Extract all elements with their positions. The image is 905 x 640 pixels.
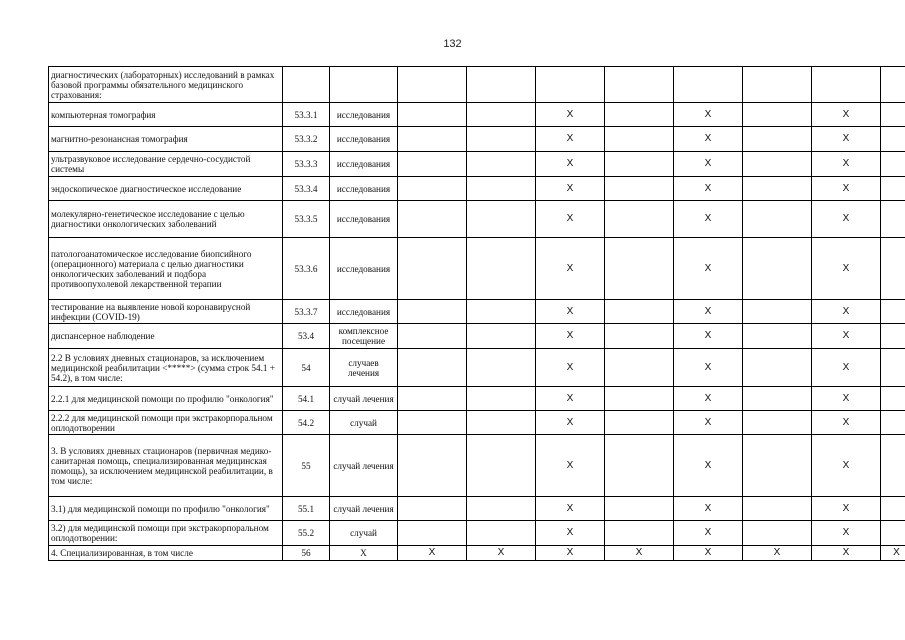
value-cell: Х <box>881 546 905 561</box>
value-cell <box>398 435 467 497</box>
row-code: 54.2 <box>283 411 330 435</box>
row-unit: исследования <box>330 300 398 324</box>
value-cell: Х <box>812 324 881 349</box>
value-cell: Х <box>674 127 743 152</box>
value-cell: Х <box>674 497 743 521</box>
row-unit: исследования <box>330 103 398 127</box>
value-cell: Х <box>536 201 605 238</box>
value-cell: Х <box>536 387 605 411</box>
row-unit <box>330 67 398 103</box>
row-code: 55.1 <box>283 497 330 521</box>
value-cell <box>467 201 536 238</box>
value-cell: Х <box>674 103 743 127</box>
value-cell <box>881 497 905 521</box>
value-cell: Х <box>812 435 881 497</box>
row-code: 54 <box>283 349 330 387</box>
value-cell <box>398 497 467 521</box>
value-cell <box>605 152 674 177</box>
table-row <box>49 127 905 152</box>
value-cell: Х <box>536 324 605 349</box>
value-cell: Х <box>674 152 743 177</box>
value-cell: Х <box>812 497 881 521</box>
value-cell <box>467 103 536 127</box>
value-cell <box>605 349 674 387</box>
row-code: 53.3.7 <box>283 300 330 324</box>
value-cell <box>605 177 674 201</box>
value-cell: Х <box>605 546 674 561</box>
value-cell <box>605 497 674 521</box>
row-description: 3.2) для медицинской помощи при экстракорпоральном оплодотворении: <box>49 521 283 546</box>
row-description: диспансерное наблюдение <box>49 324 283 349</box>
value-cell <box>398 521 467 546</box>
table-row <box>49 411 905 435</box>
value-cell <box>605 238 674 300</box>
value-cell <box>398 300 467 324</box>
table-row <box>49 67 905 103</box>
row-unit: случай лечения <box>330 387 398 411</box>
row-unit: случай лечения <box>330 497 398 521</box>
row-code: 54.1 <box>283 387 330 411</box>
row-unit: исследования <box>330 127 398 152</box>
value-cell: Х <box>536 177 605 201</box>
value-cell: Х <box>812 103 881 127</box>
row-description: эндоскопическое диагностическое исследование <box>49 177 283 201</box>
row-description: магнитно-резонансная томография <box>49 127 283 152</box>
value-cell <box>467 521 536 546</box>
row-unit: случай <box>330 521 398 546</box>
value-cell <box>743 411 812 435</box>
value-cell <box>881 521 905 546</box>
row-code: 55.2 <box>283 521 330 546</box>
value-cell <box>881 67 905 103</box>
value-cell: Х <box>536 127 605 152</box>
data-table <box>48 66 905 561</box>
table-row <box>49 238 905 300</box>
value-cell <box>605 324 674 349</box>
value-cell <box>467 67 536 103</box>
table-row <box>49 300 905 324</box>
row-description: 2.2.1 для медицинской помощи по профилю "онкология" <box>49 387 283 411</box>
value-cell: Х <box>812 300 881 324</box>
row-description: 3. В условиях дневных стационаров (первичная медико-санитарная помощь, специализированная медицинская помощь), за исключением медицинской реабилитации, в том числе: <box>49 435 283 497</box>
value-cell <box>743 177 812 201</box>
value-cell <box>743 127 812 152</box>
row-unit: случай лечения <box>330 435 398 497</box>
value-cell: Х <box>812 349 881 387</box>
value-cell <box>467 324 536 349</box>
row-description: 3.1) для медицинской помощи по профилю "онкология" <box>49 497 283 521</box>
value-cell <box>881 300 905 324</box>
row-unit: исследования <box>330 152 398 177</box>
value-cell <box>398 387 467 411</box>
value-cell <box>674 67 743 103</box>
value-cell <box>398 103 467 127</box>
value-cell <box>467 435 536 497</box>
value-cell <box>398 177 467 201</box>
table-row <box>49 546 905 561</box>
value-cell <box>467 152 536 177</box>
value-cell: Х <box>674 411 743 435</box>
value-cell <box>605 127 674 152</box>
table-row <box>49 387 905 411</box>
value-cell: Х <box>536 546 605 561</box>
value-cell <box>881 238 905 300</box>
value-cell: Х <box>674 300 743 324</box>
value-cell <box>467 238 536 300</box>
value-cell <box>881 103 905 127</box>
row-code: 56 <box>283 546 330 561</box>
value-cell <box>743 103 812 127</box>
row-description: диагностических (лабораторных) исследований в рамках базовой программы обязательного медицинского страхования: <box>49 67 283 103</box>
value-cell: Х <box>536 411 605 435</box>
table-row <box>49 521 905 546</box>
row-code: 53.3.1 <box>283 103 330 127</box>
value-cell <box>605 411 674 435</box>
row-unit: Х <box>330 546 398 561</box>
value-cell <box>605 103 674 127</box>
table-row <box>49 324 905 349</box>
row-description: 4. Специализированная, в том числе <box>49 546 283 561</box>
value-cell <box>743 324 812 349</box>
value-cell <box>743 238 812 300</box>
value-cell <box>881 411 905 435</box>
row-unit: исследования <box>330 238 398 300</box>
value-cell <box>881 177 905 201</box>
row-unit: исследования <box>330 177 398 201</box>
value-cell <box>743 201 812 238</box>
row-unit: случаев лечения <box>330 349 398 387</box>
value-cell: Х <box>536 238 605 300</box>
value-cell <box>605 300 674 324</box>
row-unit: комплексное посещение <box>330 324 398 349</box>
value-cell <box>743 152 812 177</box>
row-code: 53.3.5 <box>283 201 330 238</box>
row-description: 2.2.2 для медицинской помощи при экстракорпоральном оплодотворении <box>49 411 283 435</box>
row-code <box>283 67 330 103</box>
page-number: 132 <box>443 38 462 50</box>
value-cell <box>605 201 674 238</box>
value-cell <box>467 127 536 152</box>
row-description: тестирование на выявление новой коронавирусной инфекции (COVID-19) <box>49 300 283 324</box>
value-cell <box>881 127 905 152</box>
value-cell <box>467 300 536 324</box>
value-cell <box>398 411 467 435</box>
value-cell: Х <box>536 435 605 497</box>
row-code: 53.3.4 <box>283 177 330 201</box>
value-cell: Х <box>536 103 605 127</box>
value-cell <box>605 435 674 497</box>
value-cell <box>881 435 905 497</box>
row-unit: случай <box>330 411 398 435</box>
value-cell: Х <box>812 177 881 201</box>
value-cell <box>398 349 467 387</box>
value-cell: Х <box>674 177 743 201</box>
value-cell <box>743 435 812 497</box>
value-cell <box>536 67 605 103</box>
table-row <box>49 177 905 201</box>
value-cell: Х <box>674 238 743 300</box>
value-cell <box>881 387 905 411</box>
value-cell <box>605 387 674 411</box>
row-description: 2.2 В условиях дневных стационаров, за исключением медицинской реабилитации <*****> (сумма строк 54.1 + 54.2), в том числе: <box>49 349 283 387</box>
value-cell: Х <box>743 546 812 561</box>
row-code: 53.3.6 <box>283 238 330 300</box>
table-row <box>49 435 905 497</box>
value-cell <box>743 349 812 387</box>
table-row <box>49 497 905 521</box>
value-cell <box>467 349 536 387</box>
value-cell: Х <box>536 497 605 521</box>
value-cell: Х <box>812 546 881 561</box>
table-row <box>49 103 905 127</box>
value-cell <box>881 201 905 238</box>
value-cell <box>743 67 812 103</box>
value-cell: Х <box>536 349 605 387</box>
row-code: 53.4 <box>283 324 330 349</box>
value-cell <box>605 67 674 103</box>
row-code: 53.3.3 <box>283 152 330 177</box>
value-cell <box>881 324 905 349</box>
value-cell: Х <box>536 152 605 177</box>
value-cell <box>743 387 812 411</box>
row-unit: исследования <box>330 201 398 238</box>
row-description: компьютерная томография <box>49 103 283 127</box>
value-cell: Х <box>674 521 743 546</box>
value-cell: Х <box>674 324 743 349</box>
table-row <box>49 152 905 177</box>
value-cell <box>605 521 674 546</box>
value-cell: Х <box>812 387 881 411</box>
value-cell <box>467 387 536 411</box>
value-cell <box>398 127 467 152</box>
value-cell <box>398 67 467 103</box>
value-cell <box>743 300 812 324</box>
value-cell <box>812 67 881 103</box>
value-cell <box>467 497 536 521</box>
value-cell: Х <box>536 521 605 546</box>
value-cell: Х <box>812 411 881 435</box>
value-cell: Х <box>812 521 881 546</box>
row-description: молекулярно-генетическое исследование с целью диагностики онкологических заболеваний <box>49 201 283 238</box>
value-cell <box>467 411 536 435</box>
value-cell: Х <box>674 201 743 238</box>
value-cell: Х <box>812 127 881 152</box>
value-cell <box>743 521 812 546</box>
table-row <box>49 201 905 238</box>
value-cell <box>398 238 467 300</box>
value-cell <box>398 152 467 177</box>
value-cell <box>398 201 467 238</box>
value-cell: Х <box>398 546 467 561</box>
value-cell: Х <box>674 546 743 561</box>
value-cell: Х <box>812 152 881 177</box>
value-cell: Х <box>536 300 605 324</box>
value-cell: Х <box>812 201 881 238</box>
row-code: 55 <box>283 435 330 497</box>
value-cell: Х <box>812 238 881 300</box>
value-cell: Х <box>674 435 743 497</box>
table-body <box>49 67 905 561</box>
value-cell <box>467 177 536 201</box>
table-row <box>49 349 905 387</box>
value-cell: Х <box>674 387 743 411</box>
value-cell: Х <box>467 546 536 561</box>
row-description: патологоанатомическое исследование биопсийного (операционного) материала с целью диагностики онкологических заболеваний и подбора противоопухолевой лекарственной терапии <box>49 238 283 300</box>
row-code: 53.3.2 <box>283 127 330 152</box>
value-cell <box>881 349 905 387</box>
value-cell: Х <box>674 349 743 387</box>
row-description: ультразвуковое исследование сердечно-сосудистой системы <box>49 152 283 177</box>
value-cell <box>881 152 905 177</box>
value-cell <box>398 324 467 349</box>
value-cell <box>743 497 812 521</box>
